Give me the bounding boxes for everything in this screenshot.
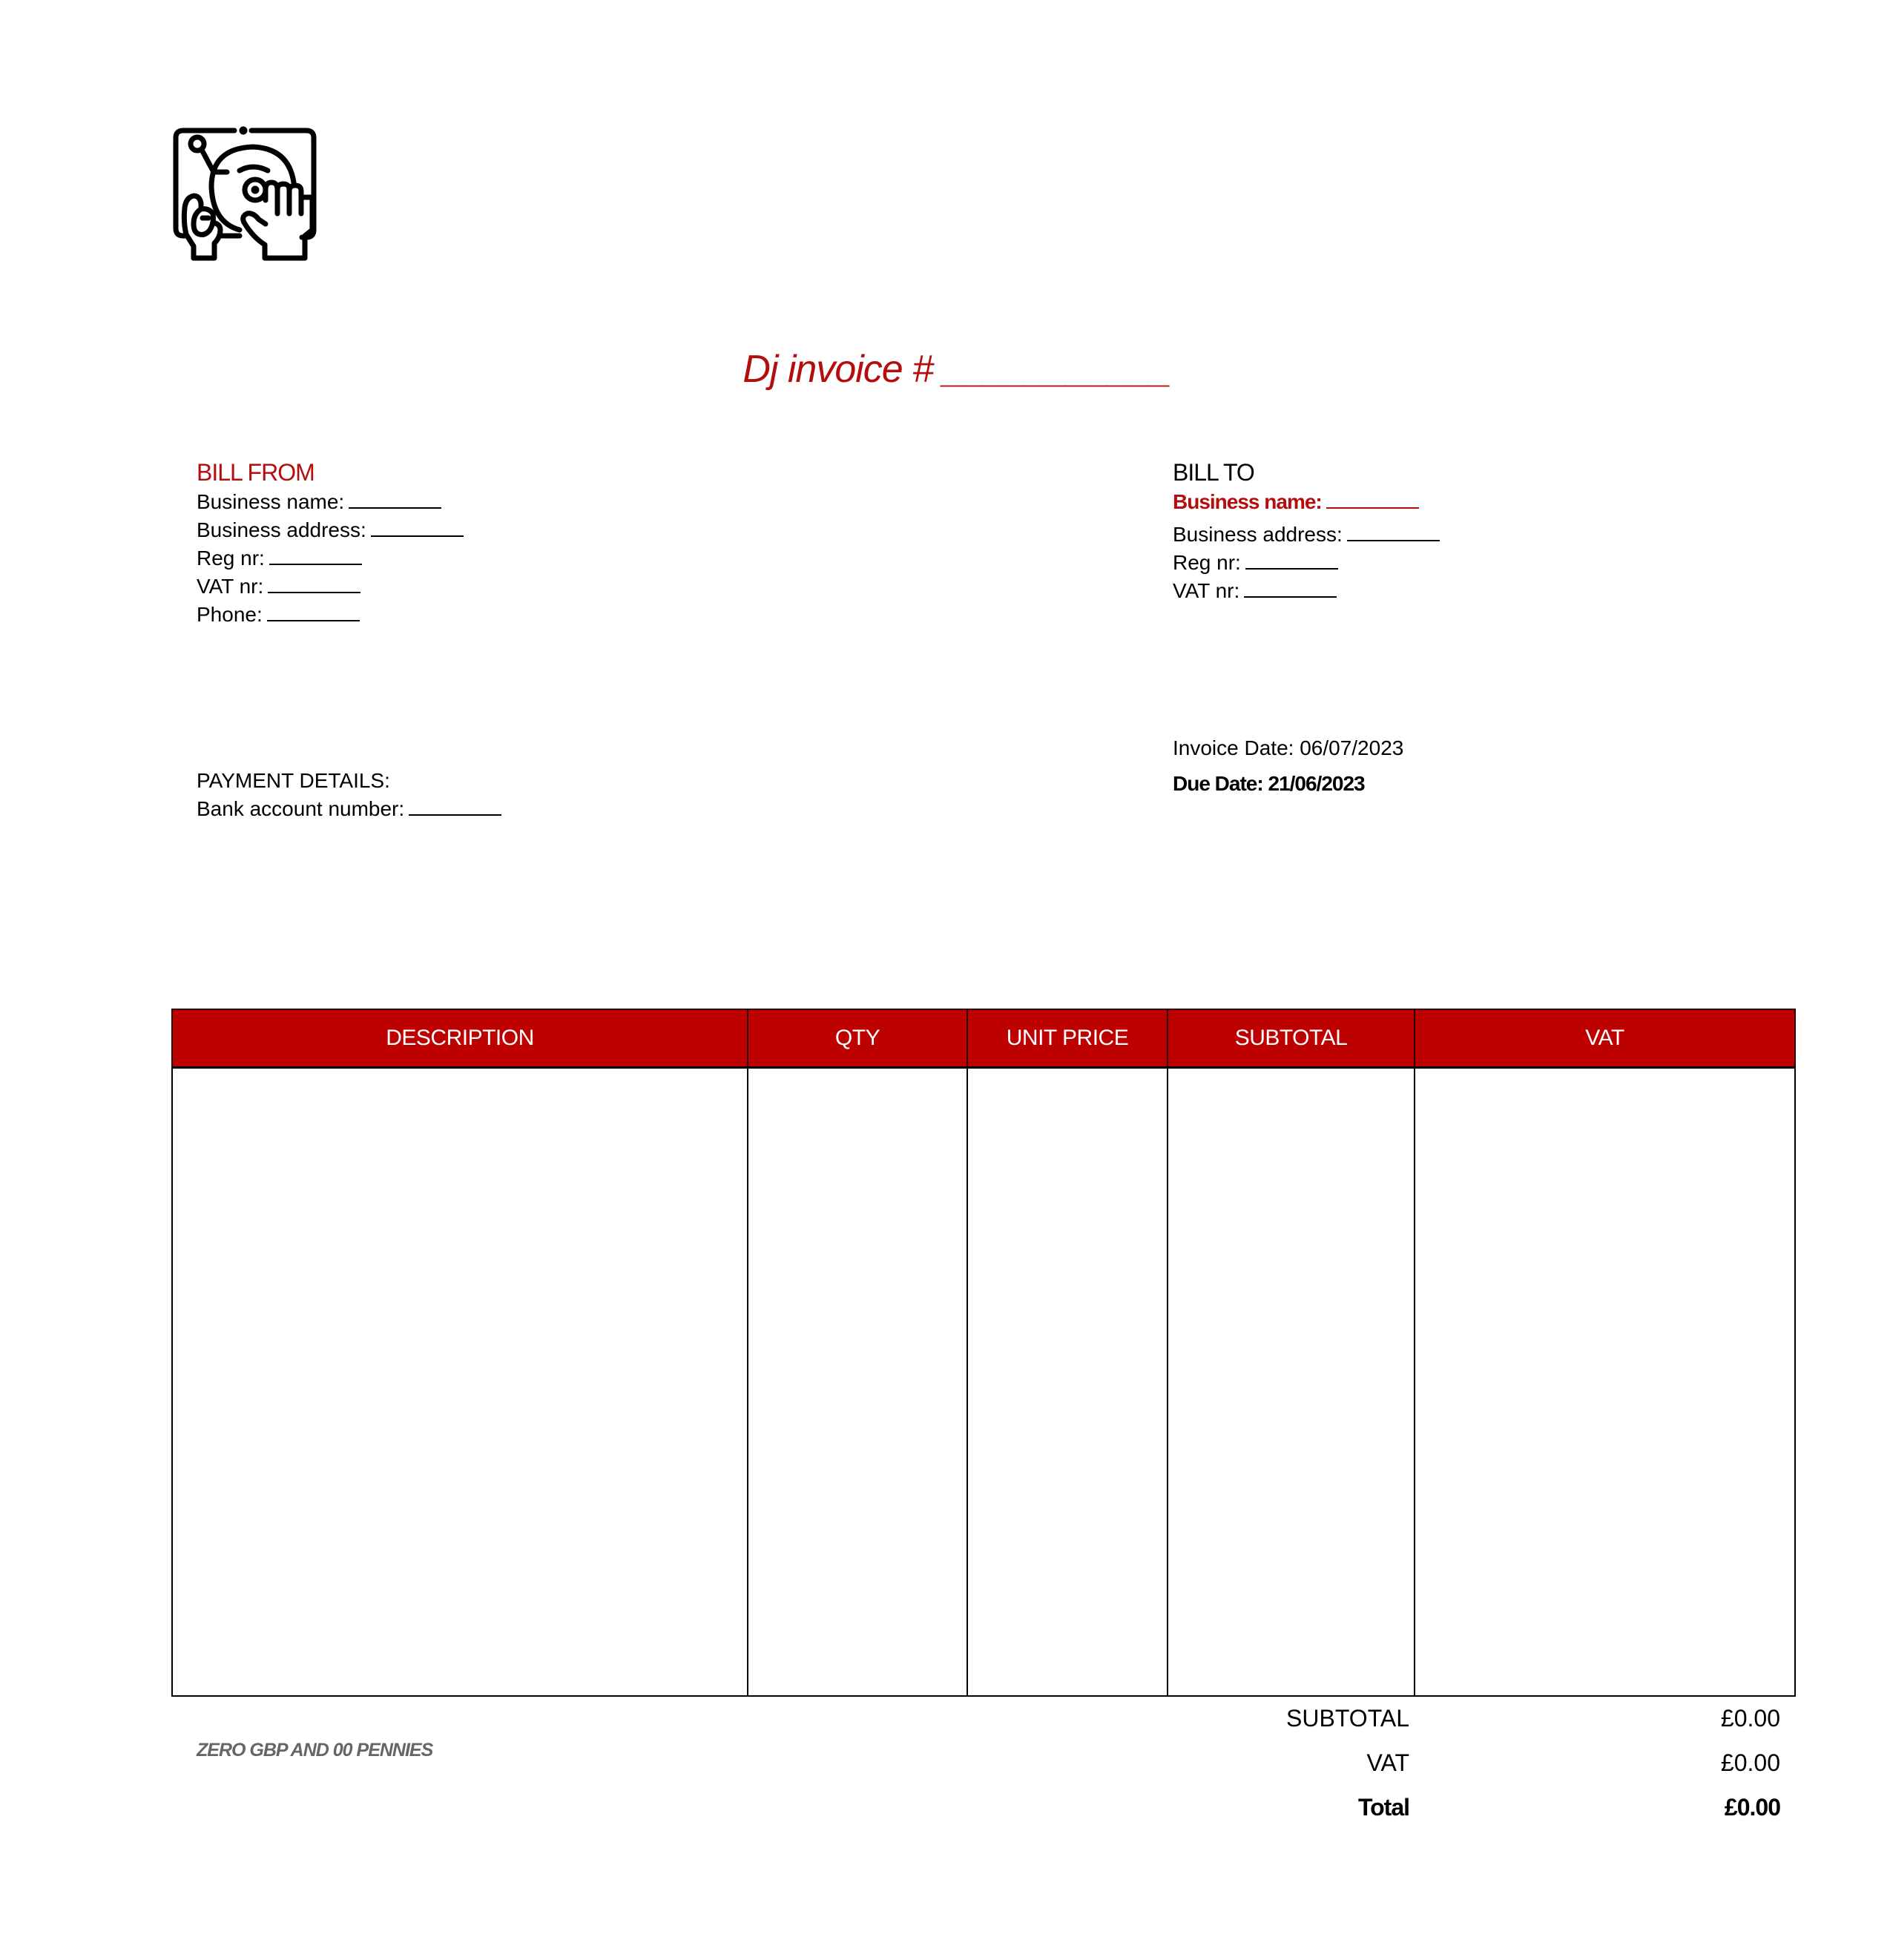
vat-nr-blank[interactable] <box>268 575 360 593</box>
field-label: Reg nr: <box>1173 551 1241 574</box>
line-items-table <box>171 1009 1796 1697</box>
reg-nr-blank[interactable] <box>1245 552 1338 570</box>
due-date: Due Date: 21/06/2023 <box>1173 772 1365 795</box>
column-header-subtotal: SUBTOTAL <box>1168 1009 1415 1068</box>
business-name-blank[interactable] <box>1326 491 1419 509</box>
table-row <box>172 1068 1795 1697</box>
bank-account-label: Bank account number: <box>197 797 405 820</box>
unit-price-cell[interactable] <box>967 1068 1168 1697</box>
table-header-row <box>172 1009 1795 1068</box>
bill-from-vat-nr <box>197 573 464 601</box>
bill-to-heading: BILL TO <box>1173 459 1254 486</box>
field-label: VAT nr: <box>1173 579 1240 602</box>
qty-cell[interactable] <box>748 1068 967 1697</box>
vat-label: VAT <box>1366 1749 1409 1776</box>
dates-section <box>1173 730 1403 802</box>
bill-from-heading: BILL FROM <box>197 459 315 486</box>
bill-from-business-address <box>197 516 464 544</box>
field-label: Business name: <box>1173 490 1322 513</box>
bank-account-row <box>197 795 501 823</box>
invoice-title: Dj invoice # ___________ <box>742 348 1171 391</box>
amount-in-words: ZERO GBP AND 00 PENNIES <box>197 1740 433 1761</box>
bill-to-reg-nr <box>1173 549 1440 577</box>
column-header-unit-price: UNIT PRICE <box>967 1009 1168 1068</box>
field-label: VAT nr: <box>197 575 264 598</box>
dj-turntable-icon <box>171 126 318 263</box>
field-label: Phone: <box>197 603 263 626</box>
reg-nr-blank[interactable] <box>269 547 362 565</box>
bill-to-business-address <box>1173 521 1440 549</box>
vat-cell[interactable] <box>1415 1068 1795 1697</box>
subtotal-value: £0.00 <box>1720 1705 1780 1732</box>
bill-from-section <box>197 457 464 629</box>
bank-account-blank[interactable] <box>409 798 501 816</box>
column-header-description: DESCRIPTION <box>172 1009 748 1068</box>
bill-to-section <box>1173 457 1440 605</box>
bill-from-reg-nr <box>197 544 464 573</box>
column-header-qty: QTY <box>748 1009 967 1068</box>
bill-from-phone <box>197 601 464 629</box>
business-address-blank[interactable] <box>1347 524 1440 541</box>
payment-details <box>197 767 501 823</box>
field-label: Business name: <box>197 490 345 513</box>
column-header-vat: VAT <box>1415 1009 1795 1068</box>
business-name-blank[interactable] <box>349 491 441 509</box>
total-value: £0.00 <box>1724 1794 1780 1821</box>
subtotal-cell[interactable] <box>1168 1068 1415 1697</box>
payment-heading: PAYMENT DETAILS: <box>197 769 390 792</box>
business-address-blank[interactable] <box>371 519 464 537</box>
invoice-date: Invoice Date: 06/07/2023 <box>1173 736 1404 759</box>
bill-to-vat-nr <box>1173 577 1440 605</box>
subtotal-label: SUBTOTAL <box>1286 1705 1409 1732</box>
field-label: Business address: <box>197 518 366 541</box>
vat-nr-blank[interactable] <box>1244 580 1337 598</box>
field-label: Reg nr: <box>197 547 265 570</box>
total-label: Total <box>1357 1794 1409 1821</box>
bill-to-business-name <box>1173 488 1440 516</box>
field-label: Business address: <box>1173 523 1343 546</box>
description-cell[interactable] <box>172 1068 748 1697</box>
phone-blank[interactable] <box>267 604 360 621</box>
bill-from-business-name <box>197 488 464 516</box>
vat-value: £0.00 <box>1720 1749 1780 1776</box>
